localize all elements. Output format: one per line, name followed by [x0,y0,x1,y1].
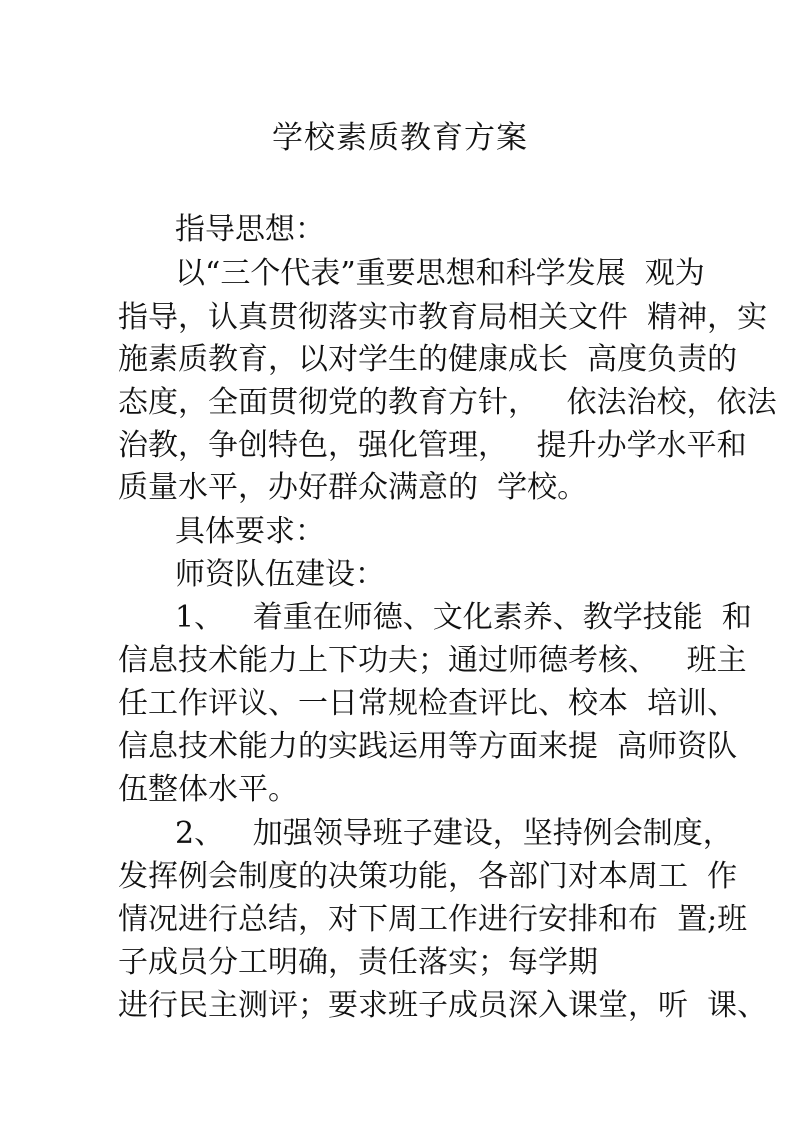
list-item-line: 子成员分工明确，责任落实；每学期 [118,945,598,980]
list-item-line: 进行民主测评；要求班子成员深入课堂，听 课、 [118,988,768,1023]
paragraph-line: 治教，争创特色，强化管理， 提升办学水平和 [118,428,747,463]
list-item-line: 1、 着重在师德、文化素养、教学技能 和 [175,600,752,635]
list-item-line: 信息技术能力上下功夫；通过师德考核、 班主 [118,643,747,678]
list-item-line: 信息技术能力的实践运用等方面来提 高师资队 [118,729,738,764]
list-item-line: 发挥例会制度的决策功能，各部门对本周工 作 [118,859,738,894]
section-heading-teacher-team: 师资队伍建设： [175,557,385,592]
list-item-line: 情况进行总结，对下周工作进行安排和布 置;班 [118,902,748,937]
paragraph-line: 施素质教育，以对学生的健康成长 高度负责的 [118,342,738,377]
paragraph-line: 态度，全面贯彻党的教育方针， 依法治校，依法 [118,385,777,420]
section-heading-requirements: 具体要求： [175,514,325,549]
list-item-line: 伍整体水平。 [118,772,298,807]
list-item-line: 任工作评议、一日常规检查评比、校本 培训、 [118,686,738,721]
paragraph-line: 指导，认真贯彻落实市教育局相关文件 精神，实 [118,300,768,335]
paragraph-line: 质量水平，办好群众满意的 学校。 [118,470,588,505]
list-item-line: 2、 加强领导班子建设，坚持例会制度， [175,816,733,851]
section-heading-guiding-thought: 指导思想： [175,212,325,247]
document-title: 学校素质教育方案 [272,120,528,156]
paragraph-line: 以“三个代表”重要思想和科学发展 观为 [175,256,705,291]
